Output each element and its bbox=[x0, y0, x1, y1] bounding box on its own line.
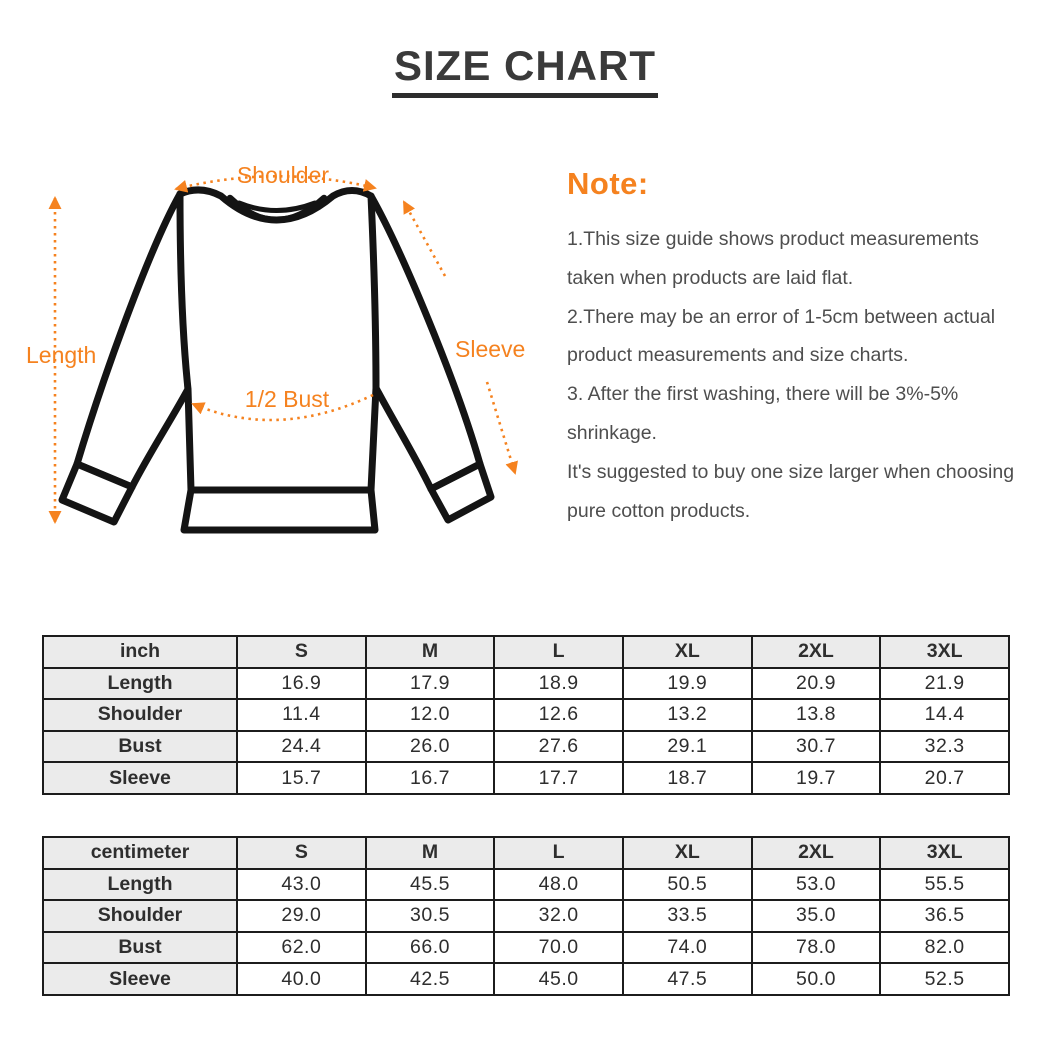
measurement-value-cell: 19.7 bbox=[752, 762, 881, 794]
measurement-value-cell: 40.0 bbox=[237, 963, 366, 995]
size-header-cell: M bbox=[366, 837, 495, 869]
measurement-value-cell: 26.0 bbox=[366, 731, 495, 763]
note-line: product measurements and size charts. bbox=[567, 344, 909, 367]
measurement-value-cell: 11.4 bbox=[237, 699, 366, 731]
measurement-value-cell: 16.7 bbox=[366, 762, 495, 794]
size-header-cell: XL bbox=[623, 837, 752, 869]
measurement-value-cell: 48.0 bbox=[494, 869, 623, 901]
size-table-inch bbox=[42, 635, 1010, 795]
measurement-value-cell: 45.0 bbox=[494, 963, 623, 995]
size-header-cell: S bbox=[237, 837, 366, 869]
shoulder-measure-label: Shoulder bbox=[236, 162, 330, 188]
size-header-cell: 2XL bbox=[752, 837, 881, 869]
note-line: 1.This size guide shows product measurements bbox=[567, 228, 979, 250]
measurement-value-cell: 66.0 bbox=[366, 932, 495, 964]
measurement-value-cell: 20.9 bbox=[752, 668, 881, 700]
unit-header-cell: centimeter bbox=[43, 837, 237, 869]
measurement-value-cell: 20.7 bbox=[880, 762, 1009, 794]
size-table-centimeter bbox=[42, 836, 1010, 996]
measurement-value-cell: 19.9 bbox=[623, 668, 752, 700]
measurement-row bbox=[43, 668, 1009, 700]
measurement-value-cell: 29.0 bbox=[237, 900, 366, 932]
measurement-label-cell: Bust bbox=[43, 731, 237, 763]
note-line: It's suggested to buy one size larger when choosing bbox=[567, 460, 1015, 483]
measurement-value-cell: 18.9 bbox=[494, 668, 623, 700]
measurement-value-cell: 36.5 bbox=[880, 900, 1009, 932]
measurement-label-cell: Shoulder bbox=[43, 900, 237, 932]
note-line: 2.There may be an error of 1-5cm between actual bbox=[567, 305, 996, 328]
measurement-row bbox=[43, 900, 1009, 932]
measurement-label-cell: Length bbox=[43, 668, 237, 700]
measurement-value-cell: 27.6 bbox=[494, 731, 623, 763]
note-line: shrinkage. bbox=[567, 421, 657, 444]
size-header-cell: M bbox=[366, 636, 495, 668]
measurement-value-cell: 21.9 bbox=[880, 668, 1009, 700]
measurement-value-cell: 17.7 bbox=[494, 762, 623, 794]
measurement-value-cell: 12.6 bbox=[494, 699, 623, 731]
measurement-value-cell: 30.7 bbox=[752, 731, 881, 763]
size-header-cell: S bbox=[237, 636, 366, 668]
note-line: pure cotton products. bbox=[567, 499, 751, 522]
measurement-value-cell: 45.5 bbox=[366, 869, 495, 901]
measurement-value-cell: 17.9 bbox=[366, 668, 495, 700]
page-title: SIZE CHART bbox=[392, 44, 658, 98]
measurement-value-cell: 35.0 bbox=[752, 900, 881, 932]
measurement-value-cell: 33.5 bbox=[623, 900, 752, 932]
measurement-label-cell: Length bbox=[43, 869, 237, 901]
note-heading: Note: bbox=[567, 166, 649, 201]
measurement-value-cell: 42.5 bbox=[366, 963, 495, 995]
sleeve-measure-label: Sleeve bbox=[455, 336, 526, 362]
measurement-row bbox=[43, 762, 1009, 794]
measurement-value-cell: 53.0 bbox=[752, 869, 881, 901]
measurement-value-cell: 32.3 bbox=[880, 731, 1009, 763]
measurement-value-cell: 13.8 bbox=[752, 699, 881, 731]
measurement-value-cell: 50.0 bbox=[752, 963, 881, 995]
measurement-value-cell: 78.0 bbox=[752, 932, 881, 964]
measurement-value-cell: 82.0 bbox=[880, 932, 1009, 964]
measurement-value-cell: 16.9 bbox=[237, 668, 366, 700]
measurement-row bbox=[43, 869, 1009, 901]
size-header-cell: 3XL bbox=[880, 837, 1009, 869]
measurement-value-cell: 62.0 bbox=[237, 932, 366, 964]
measurement-value-cell: 13.2 bbox=[623, 699, 752, 731]
size-table-header-row bbox=[43, 636, 1009, 668]
measurement-value-cell: 30.5 bbox=[366, 900, 495, 932]
measurement-value-cell: 18.7 bbox=[623, 762, 752, 794]
measurement-value-cell: 32.0 bbox=[494, 900, 623, 932]
measurement-label-cell: Sleeve bbox=[43, 762, 237, 794]
measurement-row bbox=[43, 932, 1009, 964]
measurement-row bbox=[43, 731, 1009, 763]
measurement-value-cell: 29.1 bbox=[623, 731, 752, 763]
measurement-label-cell: Bust bbox=[43, 932, 237, 964]
measurement-value-cell: 47.5 bbox=[623, 963, 752, 995]
measurement-value-cell: 14.4 bbox=[880, 699, 1009, 731]
measurement-value-cell: 24.4 bbox=[237, 731, 366, 763]
note-line: 3. After the first washing, there will be 3%-5% bbox=[567, 383, 959, 406]
measurement-value-cell: 43.0 bbox=[237, 869, 366, 901]
unit-header-cell: inch bbox=[43, 636, 237, 668]
size-header-cell: XL bbox=[623, 636, 752, 668]
note-line: taken when products are laid flat. bbox=[567, 266, 854, 289]
measurement-value-cell: 50.5 bbox=[623, 869, 752, 901]
measurement-value-cell: 70.0 bbox=[494, 932, 623, 964]
measurement-row bbox=[43, 699, 1009, 731]
measurement-row bbox=[43, 963, 1009, 995]
measurement-value-cell: 55.5 bbox=[880, 869, 1009, 901]
title-bar bbox=[0, 44, 1050, 98]
size-header-cell: 3XL bbox=[880, 636, 1009, 668]
length-measure-label: Length bbox=[26, 342, 97, 368]
size-header-cell: L bbox=[494, 636, 623, 668]
measurement-label-cell: Sleeve bbox=[43, 963, 237, 995]
measurement-value-cell: 74.0 bbox=[623, 932, 752, 964]
measurement-label-cell: Shoulder bbox=[43, 699, 237, 731]
size-header-cell: 2XL bbox=[752, 636, 881, 668]
measurement-value-cell: 15.7 bbox=[237, 762, 366, 794]
size-header-cell: L bbox=[494, 837, 623, 869]
bust-measure-label: 1/2 Bust bbox=[244, 386, 330, 412]
note-section bbox=[567, 166, 1027, 530]
measurement-value-cell: 12.0 bbox=[366, 699, 495, 731]
size-table-header-row bbox=[43, 837, 1009, 869]
measurement-value-cell: 52.5 bbox=[880, 963, 1009, 995]
